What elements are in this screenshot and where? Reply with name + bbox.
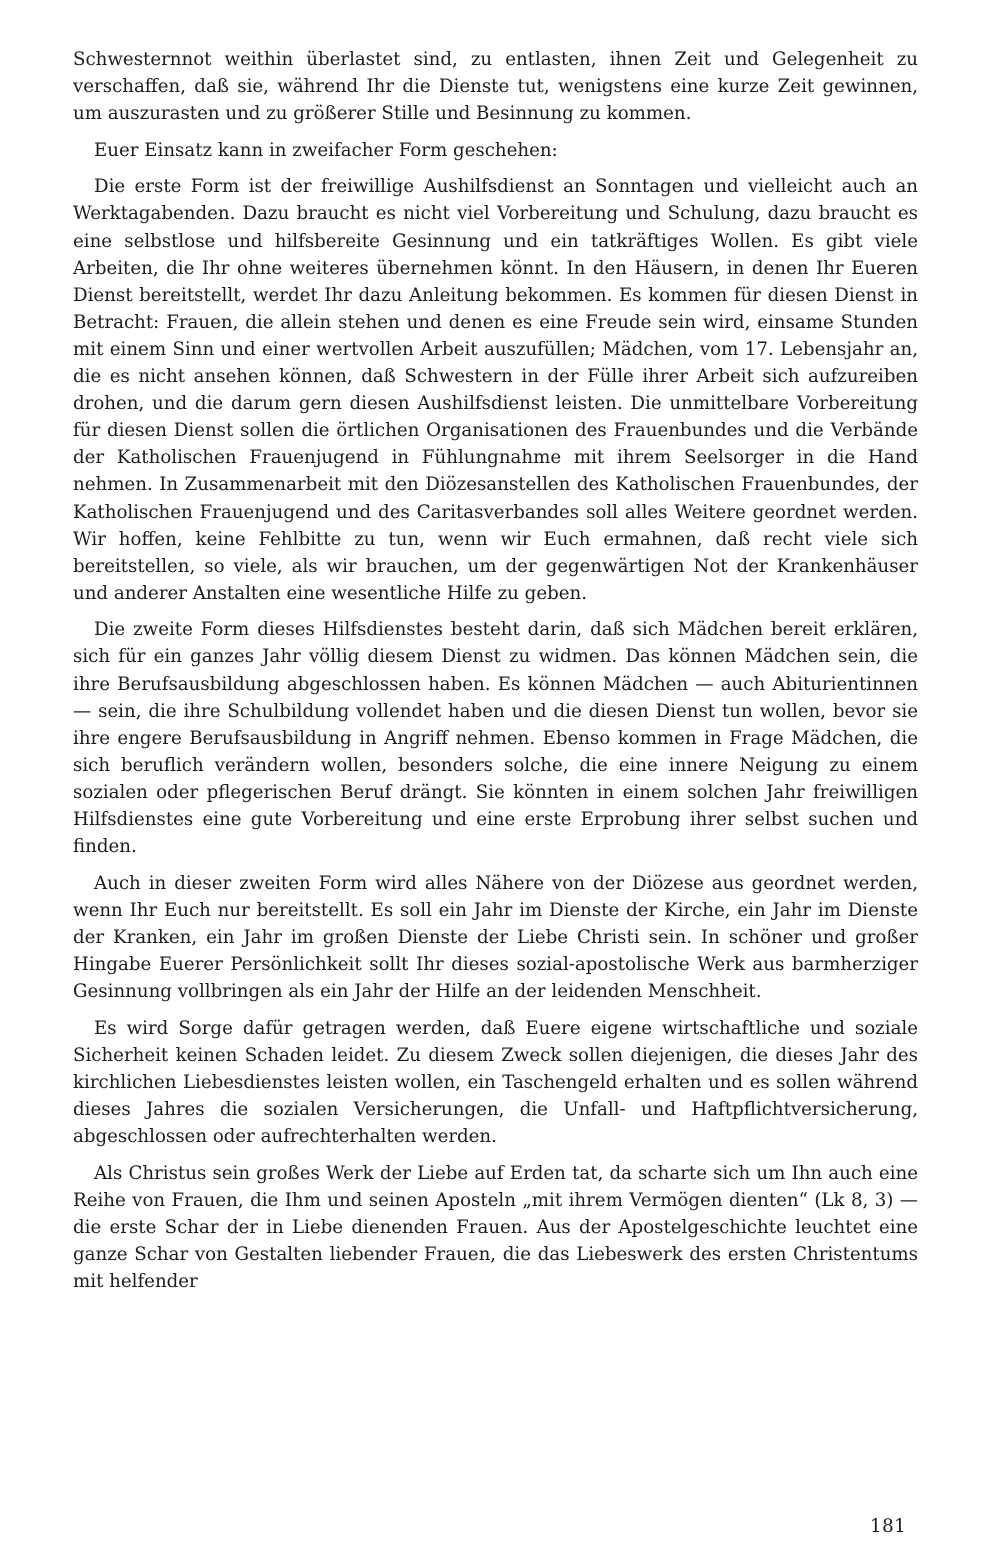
paragraph-einsatz: Euer Einsatz kann in zweifacher Form geschehen: [94, 139, 558, 161]
paragraph-erste-form: Die erste Form ist der freiwillige Aushilfsdienst an Sonntagen und vielleicht auch an Werktagabenden. Dazu braucht es nicht viel Vorbereitung und Schulung, dazu braucht es eine selbstlose und hilfsbereite Gesinnung und ein tatkräftiges Wollen. Es gibt viele Arbeiten, die Ihr ohne weiteres übernehmen könnt. In den Häusern, in denen Ihr Eueren Dienst bereitstellt, werdet Ihr dazu Anleitung bekommen. Es kommen für diesen Dienst in Betracht: Frauen, die allein stehen und denen es eine Freude sein wird, einsame Stunden mit einem Sinn und einer wertvollen Arbeit auszufüllen; Mädchen, vom 17. Lebensjahr an, die es nicht ansehen können, daß Schwestern in der Fülle ihrer Arbeit sich aufzureiben drohen, und die darum gern diesen Aushilfsdienst leisten. Die unmittelbare Vorbereitung für diesen Dienst sollen die örtlichen Organisationen des Frauenbundes und die Verbände der Katholischen Frauenjugend in Fühlungnahme mit ihrem Seelsorger in die Hand nehmen. In Zusammenarbeit mit den Diözesanstellen des Katholischen Frauenbundes, der Katholischen Frauenjugend und des Caritasverbandes soll alles Weitere geordnet werden. Wir hoffen, keine Fehlbitte zu tun, wenn wir Euch ermahnen, daß recht viele sich bereitstellen, so viele, als wir brauchen, um der gegenwärtigen Not der Krankenhäuser und anderer Anstalten eine wesentliche Hilfe zu geben. [73, 176, 918, 604]
paragraph-continuation: Schwesternnot weithin überlastet sind, zu entlasten, ihnen Zeit und Gelegenheit zu verschaffen, daß sie, während Ihr die Dienste tut, wenigstens eine kurze Zeit gewinnen, um auszurasten und zu größerer Stille und Besinnung zu kommen. [73, 49, 918, 125]
paragraph-sicherheit: Es wird Sorge dafür getragen werden, daß Euere eigene wirtschaftliche und soziale Sicherheit keinen Schaden leidet. Zu diesem Zweck sollen diejenigen, die dieses Jahr des kirchlichen Liebesdienstes leisten wollen, ein Taschengeld erhalten und es sollen während dieses Jahres die sozialen Versicherungen, die Unfall- und Haftpflichtversicherung, abgeschlossen oder aufrechterhalten werden. [73, 1017, 918, 1148]
paragraph-diozese: Auch in dieser zweiten Form wird alles Nähere von der Diözese aus geordnet werden, wenn Ihr Euch nur bereitstellt. Es soll ein Jahr im Dienste der Kirche, ein Jahr im Dienste der Kranken, ein Jahr im großen Dienste der Liebe Christi sein. In schöner und großer Hingabe Euerer Persönlichkeit sollt Ihr dieses sozial-apostolische Werk aus barmherziger Gesinnung vollbringen als ein Jahr der Hilfe an der leidenden Menschheit. [73, 872, 918, 1003]
page-number: 181 [870, 1516, 907, 1537]
page-body [73, 46, 918, 1305]
paragraph-zweite-form: Die zweite Form dieses Hilfsdienstes besteht darin, daß sich Mädchen bereit erklären, sich für ein ganzes Jahr völlig diesem Dienst zu widmen. Das können Mädchen sein, die ihre Berufsausbildung abgeschlossen haben. Es können Mädchen — auch Abiturientinnen — sein, die ihre Schulbildung vollendet haben und die diesen Dienst tun wollen, bevor sie ihre engere Berufsausbildung in Angriff nehmen. Ebenso kommen in Frage Mädchen, die sich beruflich verändern wollen, besonders solche, die eine innere Neigung zu einem sozialen oder pflegerischen Beruf drängt. Sie könnten in einem solchen Jahr freiwilligen Hilfsdienstes eine gute Vorbereitung und eine erste Erprobung ihrer selbst suchen und finden. [73, 619, 918, 858]
paragraph-christus: Als Christus sein großes Werk der Liebe auf Erden tat, da scharte sich um Ihn auch eine Reihe von Frauen, die Ihm und seinen Aposteln „mit ihrem Vermögen dienten“ (Lk 8, 3) — die erste Schar der in Liebe dienenden Frauen. Aus der Apostelgeschichte leuchtet eine ganze Schar von Gestalten liebender Frauen, die das Liebeswerk des ersten Christentums mit helfender [73, 1162, 918, 1293]
